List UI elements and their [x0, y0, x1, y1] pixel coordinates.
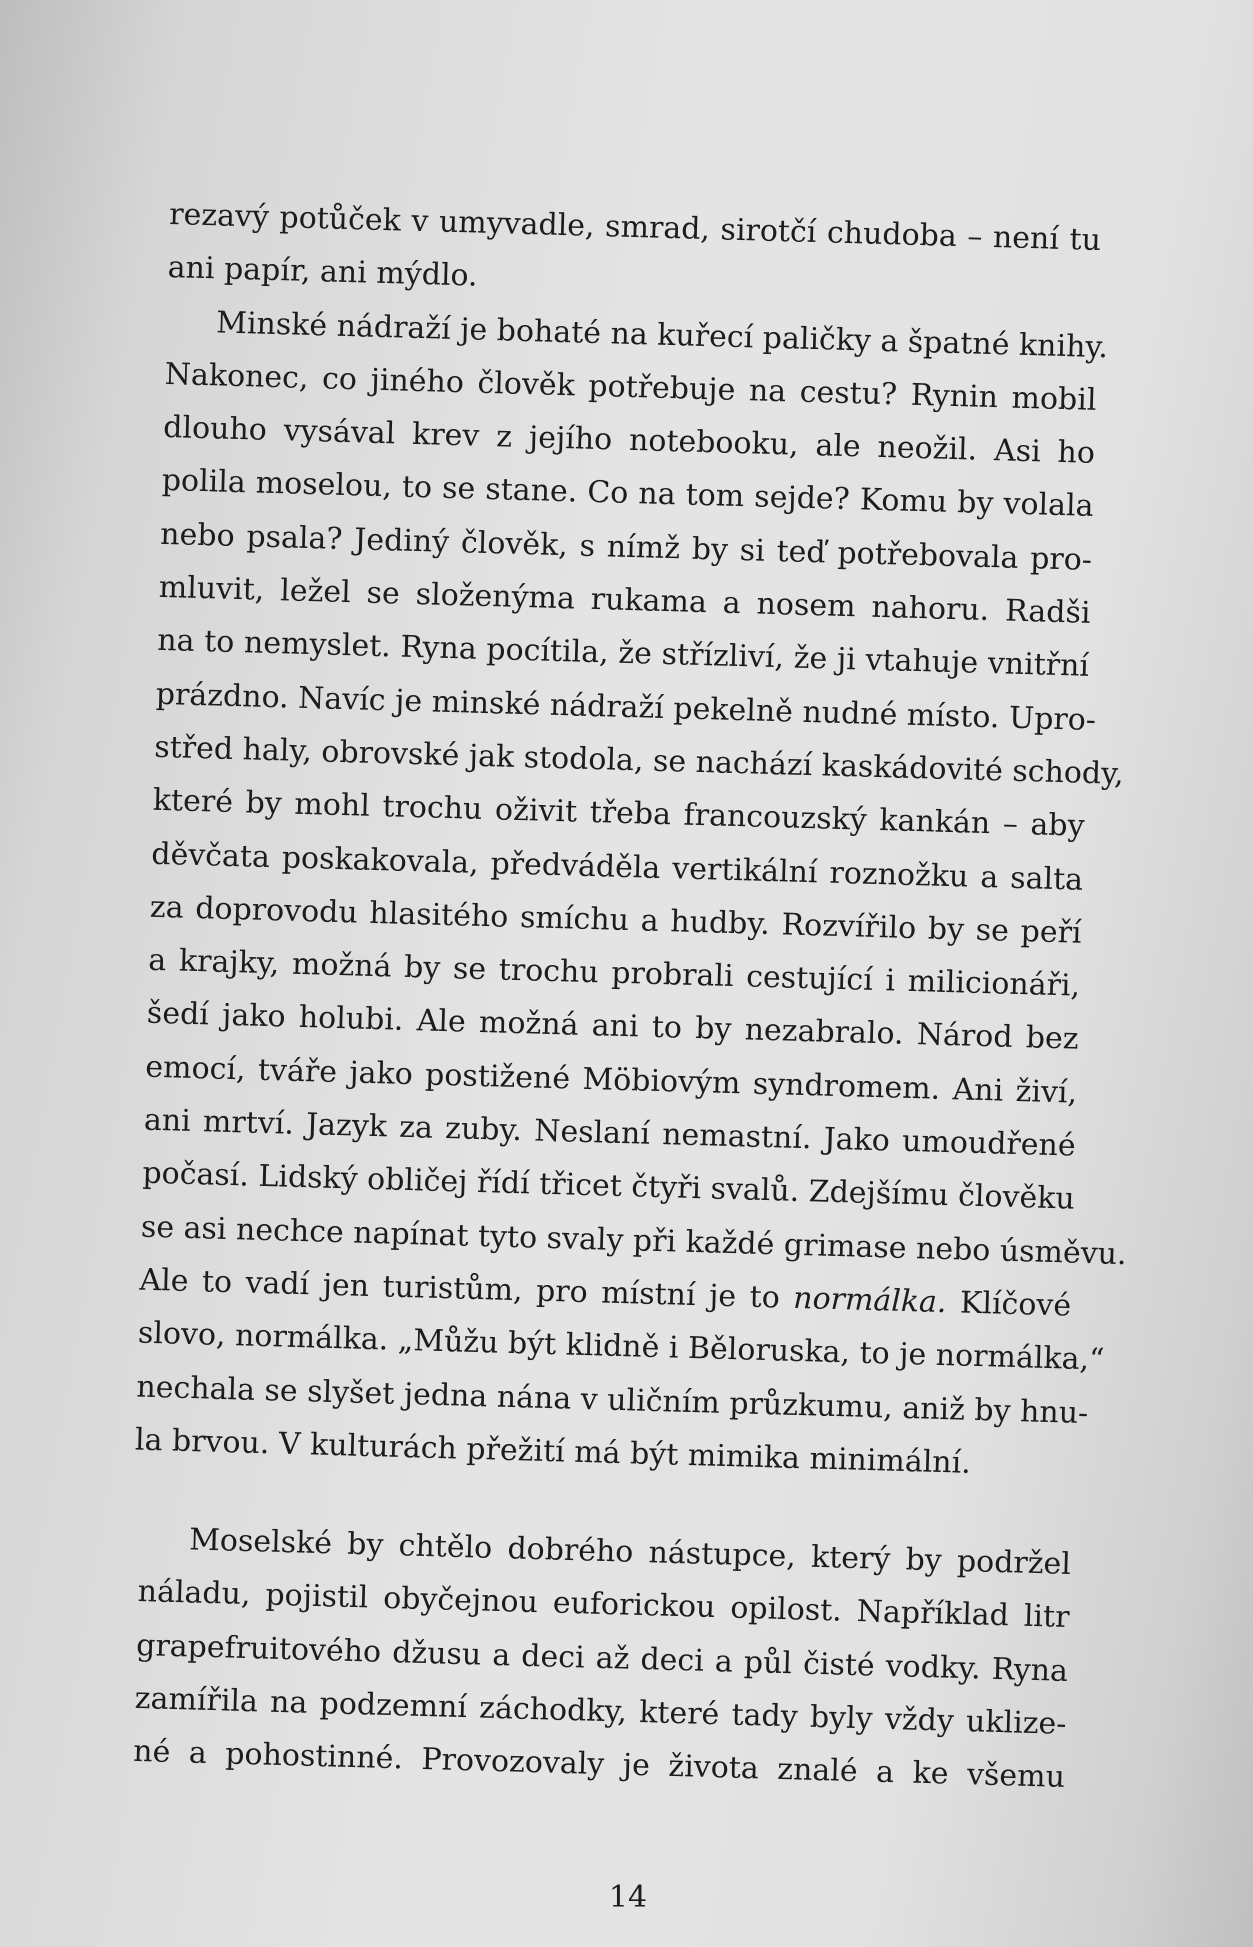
italic-word: normálka. — [792, 1280, 947, 1321]
text-line: nechala se slyšet jedna nána v uličním průzkumu, aniž by hnu- — [136, 1369, 1089, 1431]
text-line: šedí jako holubi. Ale možná ani to by nezabralo. Národ bez — [146, 996, 1080, 1058]
text-line: slovo, normálka. „Můžu být klidně i Běloruska, to je normálka,“ — [137, 1315, 1105, 1378]
body-text-bottom — [133, 1512, 1072, 1804]
page-number: 14 — [608, 1880, 648, 1915]
text-line: emocí, tváře jako postižené Möbiovým syndromem. Ani živí, — [144, 1049, 1078, 1111]
paragraph-first-line: Minské nádraží je bohaté na kuřecí paličky a špatné knihy. — [215, 304, 1109, 365]
text-line: ani mrtví. Jazyk za zuby. Neslaní nemastní. Jako umoudřené — [143, 1102, 1077, 1164]
text-line: za doprovodu hlasitého smíchu a hudby. Rozvířilo by se peří — [149, 889, 1083, 951]
text-line: prázdno. Navíc je minské nádraží pekelně nudné místo. Upro- — [155, 676, 1097, 738]
text-line: rezavý potůček v umyvadle, smrad, sirotčí chudoba – není tu — [168, 196, 1102, 259]
text-line: ani papír, ani mýdlo. — [167, 250, 479, 294]
body-text-top — [134, 188, 1128, 1493]
text-line: děvčata poskakovala, předváděla vertikální roznožku a salta — [150, 836, 1084, 898]
text-segment: Klíčové — [959, 1285, 1072, 1324]
text-line: náladu, pojistil obyčejnou euforickou opilost. Například litr — [137, 1574, 1070, 1636]
text-line: zamířila na podzemní záchodky, které tady byly vždy uklize- — [134, 1680, 1067, 1742]
text-line: na to nemyslet. Ryna pocítila, že střízliví, že ji vtahuje vnitřní — [156, 623, 1090, 685]
text-line: Nakonec, co jiného člověk potřebuje na cestu? Rynin mobil — [164, 356, 1097, 418]
text-line: dlouho vysával krev z jejího notebooku, ale neožil. Asi ho — [162, 410, 1096, 472]
text-line: počasí. Lidský obličej řídí třicet čtyři svalů. Zdejšímu člověku — [141, 1155, 1076, 1217]
text-line: a krajky, možná by se trochu probrali cestující i milicionáři, — [147, 942, 1081, 1004]
text-segment: Ale to vadí jen turistům, pro místní je to — [139, 1262, 781, 1316]
text-line: které by mohl trochu oživit třeba francouzský kankán – aby — [152, 783, 1086, 845]
text-line: mluvit, ležel se složenýma rukama a nosem nahoru. Radši — [158, 569, 1091, 631]
text-line: né a pohostinné. Provozovaly je života znalé a ke všemu — [132, 1734, 1066, 1796]
text-line: střed haly, obrovské jak stodola, se nachází kaskádovité schody, — [153, 729, 1125, 792]
text-line: se asi nechce napínat tyto svaly při každé grimase nebo úsměvu. — [140, 1209, 1128, 1272]
text-line: nebo psala? Jediný člověk, s nímž by si teď potřebovala pro- — [159, 516, 1093, 578]
paragraph-first-line: Moselské by chtělo dobrého nástupce, který by podržel — [188, 1522, 1072, 1583]
text-line: grapefruitového džusu a deci až deci a půl čisté vodky. Ryna — [135, 1627, 1069, 1689]
text-line: polila moselou, to se stane. Co na tom sejde? Komu by volala — [161, 463, 1094, 525]
text-line: la brvou. V kulturách přežití má být mimika minimální. — [134, 1422, 972, 1481]
